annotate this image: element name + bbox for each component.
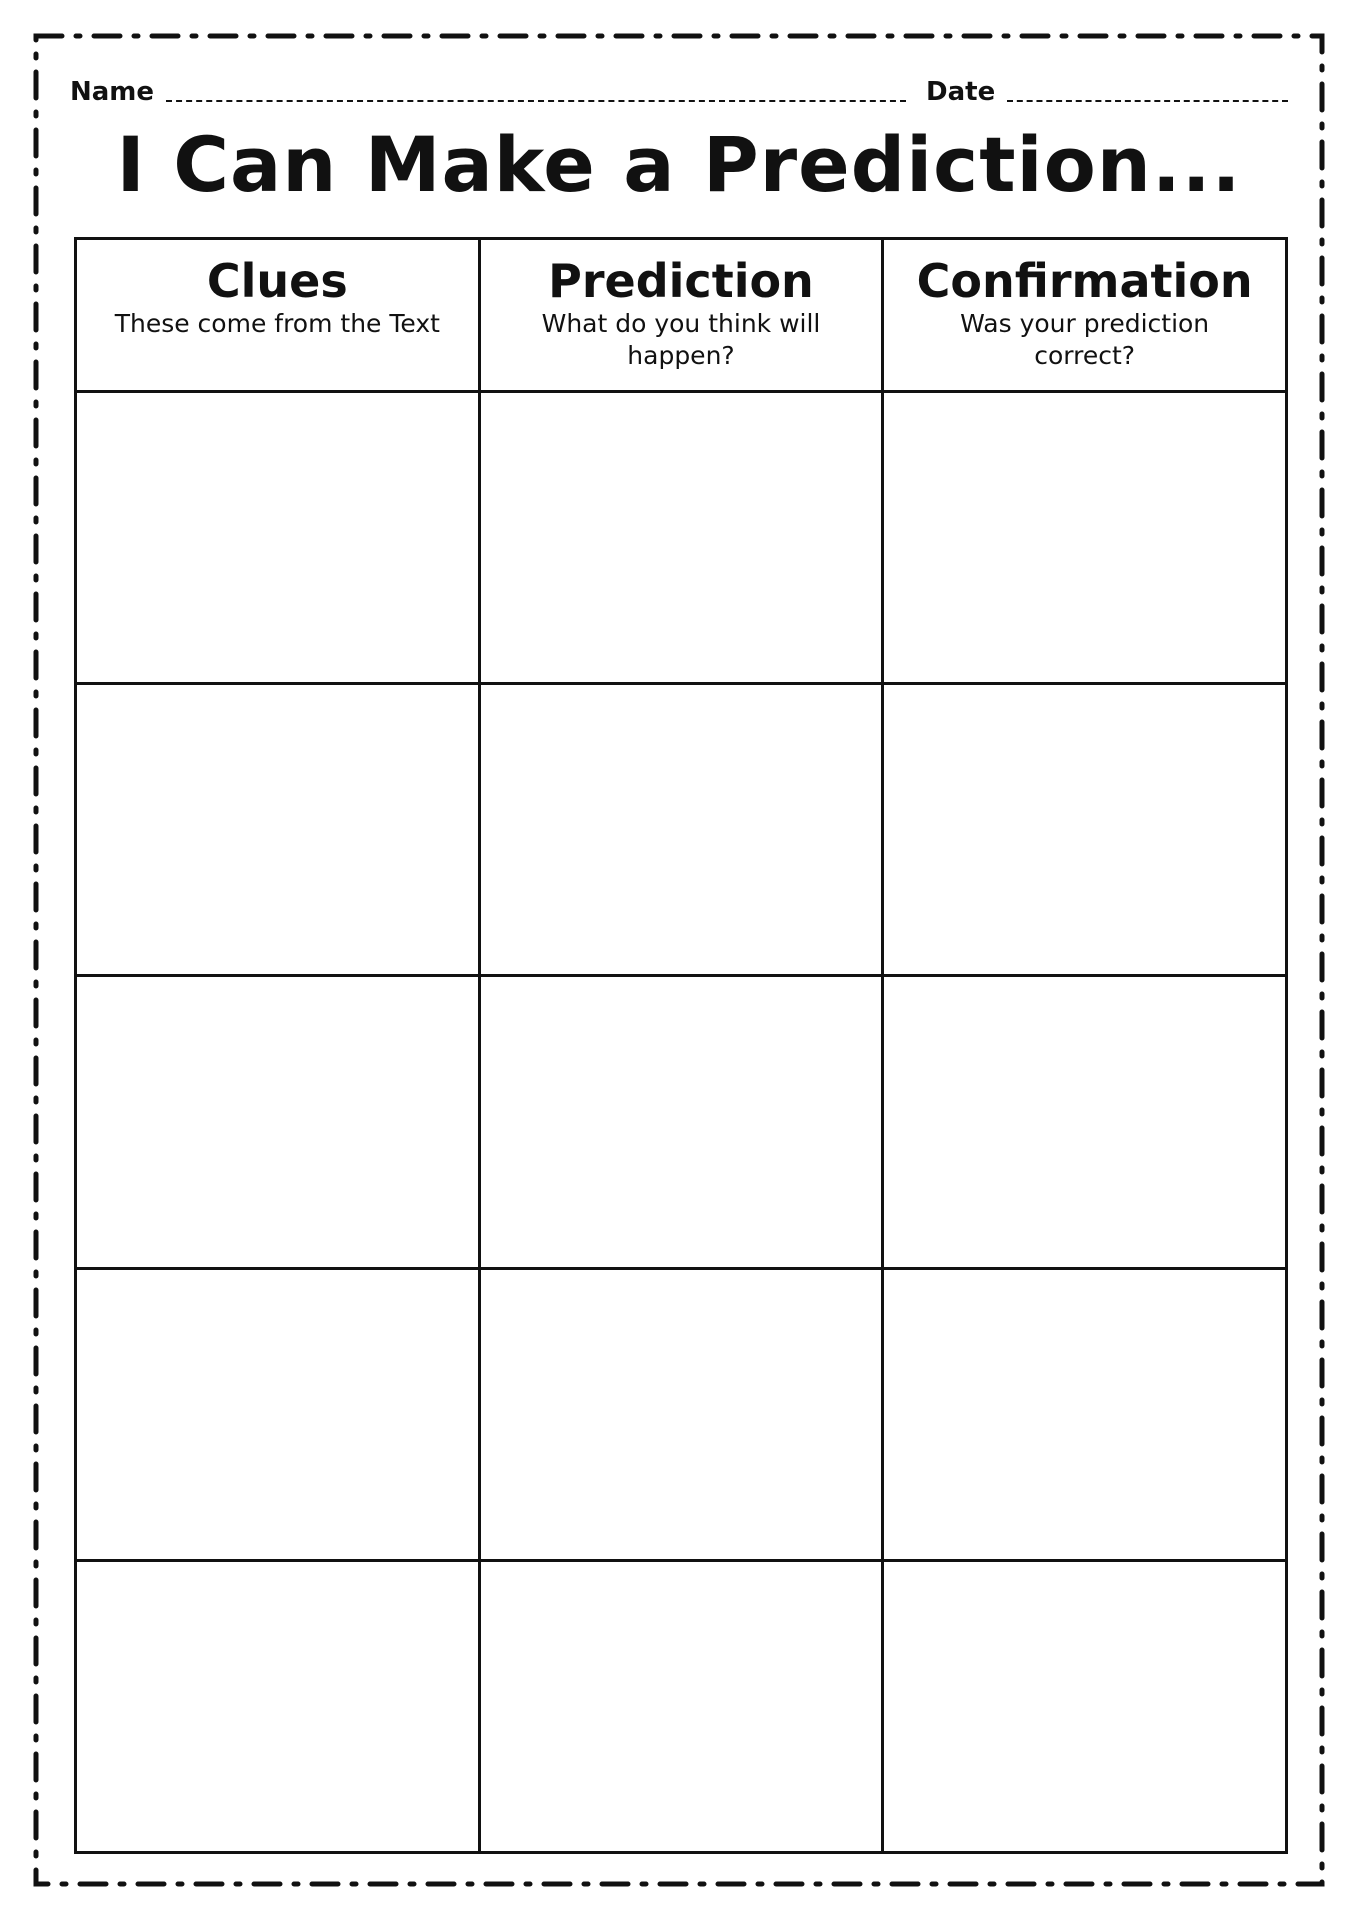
writing-cell-confirmation[interactable] [883, 684, 1287, 976]
page-title: I Can Make a Prediction... [116, 120, 1242, 209]
prediction-table [74, 237, 1288, 1854]
name-label: Name [70, 77, 155, 107]
writing-cell-clues[interactable] [76, 392, 480, 684]
column-subtitle: Was your prediction correct? [960, 309, 1210, 370]
writing-cell-confirmation[interactable] [883, 976, 1287, 1268]
table-row [76, 1560, 1287, 1852]
column-subtitle: These come from the Text [114, 309, 440, 338]
writing-cell-clues[interactable] [76, 684, 480, 976]
column-title: Clues [206, 254, 348, 308]
date-label: Date [926, 77, 996, 107]
writing-cell-clues[interactable] [76, 1268, 480, 1560]
table-row [76, 392, 1287, 684]
name-date-line [70, 66, 1288, 106]
writing-cell-prediction[interactable] [479, 392, 883, 684]
table-row [76, 976, 1287, 1268]
column-header-clues [76, 239, 480, 392]
writing-cell-prediction[interactable] [479, 1560, 883, 1852]
column-subtitle: What do you think will happen? [541, 309, 821, 370]
table-body [76, 392, 1287, 1853]
writing-cell-prediction[interactable] [479, 976, 883, 1268]
writing-cell-clues[interactable] [76, 976, 480, 1268]
writing-cell-confirmation[interactable] [883, 1560, 1287, 1852]
table-header-row [76, 239, 1287, 392]
column-header-prediction [479, 239, 883, 392]
writing-cell-clues[interactable] [76, 1560, 480, 1852]
writing-cell-confirmation[interactable] [883, 392, 1287, 684]
table-row [76, 684, 1287, 976]
writing-cell-prediction[interactable] [479, 684, 883, 976]
name-blank[interactable] [166, 96, 906, 102]
table-row [76, 1268, 1287, 1560]
date-blank[interactable] [1007, 96, 1288, 102]
writing-cell-confirmation[interactable] [883, 1268, 1287, 1560]
column-title: Confirmation [916, 254, 1253, 308]
column-header-confirmation [883, 239, 1287, 392]
column-title: Prediction [548, 254, 814, 308]
writing-cell-prediction[interactable] [479, 1268, 883, 1560]
